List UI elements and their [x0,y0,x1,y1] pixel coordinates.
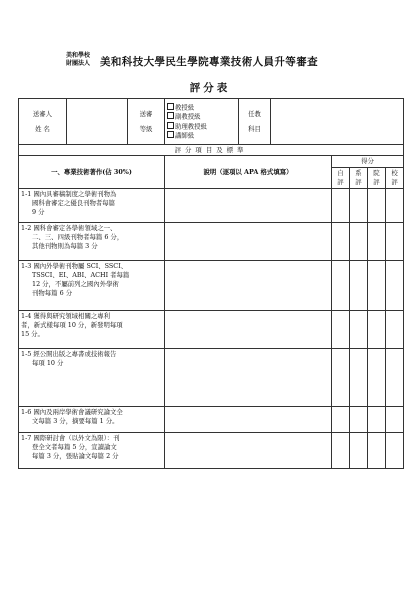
department-score-cell[interactable] [350,407,368,433]
explanation-cell[interactable] [165,223,332,261]
applicant-label-line-2: 姓 名 [35,124,50,133]
score-col-char: 評 [373,178,380,186]
score-col-char: 評 [391,178,398,186]
score-col-char: 院 [373,169,380,177]
college-score-cell[interactable] [368,223,386,261]
university-score-cell[interactable] [386,223,404,261]
department-score-cell[interactable] [350,189,368,223]
department-score-cell[interactable] [350,223,368,261]
subject-label-line-2: 科目 [248,124,261,133]
item-line: 1-2 國科會審定各學術領域之一、 [21,224,117,232]
explanation-cell[interactable] [165,189,332,223]
item-line: 1-4 獲得與研究領域相關之專利 [21,312,111,320]
applicant-name-field[interactable] [67,99,128,145]
item-line: 二、三、四級刊物者每篇 6 分， [32,233,124,241]
item-line: 刊物每篇 6 分 [32,289,73,297]
criteria-header-row [19,145,404,156]
rank-option-label: 助理教授級 [175,122,207,130]
org-line-2: 財團法人 [66,60,91,67]
table-row [19,223,404,261]
table-row [19,311,404,349]
university-score-cell[interactable] [386,311,404,349]
checkbox-icon[interactable] [167,103,174,110]
item-line: 文每篇 3 分，摘要每篇 1 分。 [32,417,119,425]
explanation-cell[interactable] [165,261,332,311]
university-score-cell[interactable] [386,433,404,469]
college-score-header [368,168,386,189]
subject-label [239,99,271,145]
rank-option-assistant-professor[interactable] [167,122,238,132]
table-row [19,349,404,407]
explanation-cell[interactable] [165,311,332,349]
item-line: 者，新式樣每項 10 分，新發明每項 [21,321,123,329]
department-score-cell[interactable] [350,311,368,349]
score-header: 得分 [332,156,404,168]
item-line: 登全文者每篇 5 分，宣讀論文 [32,443,117,451]
criteria-item-1-4 [19,311,165,349]
college-score-cell[interactable] [368,261,386,311]
item-line: 12 分，不屬前列之國內外學術 [32,280,119,288]
university-score-header [386,168,404,189]
department-score-cell[interactable] [350,433,368,469]
item-line: 1-3 國內外學術刊物屬 SCI、SSCI、 [21,262,128,270]
rank-option-label: 講師級 [175,131,195,140]
college-score-cell[interactable] [368,407,386,433]
item-line: 每項 10 分 [32,359,64,367]
subject-field[interactable] [271,99,404,145]
table-row [19,261,404,311]
checkbox-icon[interactable] [167,112,174,119]
self-score-cell[interactable] [332,311,350,349]
evaluation-form-table [18,98,404,469]
score-col-char: 校 [391,169,398,177]
self-score-cell[interactable] [332,433,350,469]
university-score-cell[interactable] [386,407,404,433]
college-score-cell[interactable] [368,311,386,349]
item-line: 每篇 3 分，張貼論文每篇 2 分 [32,452,119,460]
category-header: 一、專業技術著作(佔 30%) [19,156,165,189]
criteria-item-1-7 [19,433,165,469]
college-score-cell[interactable] [368,189,386,223]
college-score-cell[interactable] [368,433,386,469]
item-line: 1-1 國內具審稿制度之學術刊物為 [21,190,117,198]
rank-label-line-1: 送審 [139,109,153,118]
table-row [19,407,404,433]
rank-label-line-2: 等級 [139,124,153,133]
column-header-row-1 [19,156,404,168]
department-score-header [350,168,368,189]
item-line: 國科會審定之優良刊物者每篇 [32,199,116,207]
document-title: 美和科技大學民生學院專業技術人員升等審查 [100,56,318,68]
rank-option-lecturer[interactable] [167,131,238,141]
university-score-cell[interactable] [386,189,404,223]
department-score-cell[interactable] [350,349,368,407]
explanation-header: 說明（逐項以 APA 格式填寫） [165,156,332,189]
rank-option-label: 副教授級 [175,112,201,121]
rank-option-professor[interactable] [167,103,238,113]
department-score-cell[interactable] [350,261,368,311]
rank-option-associate-professor[interactable] [167,112,238,122]
document-subtitle: 評分表 [189,82,231,94]
explanation-cell[interactable] [165,407,332,433]
criteria-section-title: 評分項目及標準 [19,145,404,156]
college-score-cell[interactable] [368,349,386,407]
rank-label [128,99,165,145]
score-col-char: 系 [355,169,362,177]
org-label [66,52,90,68]
document-header [0,52,420,74]
university-score-cell[interactable] [386,261,404,311]
table-row [19,433,404,469]
score-col-char: 評 [355,178,362,186]
score-col-char: 評 [337,178,344,186]
item-line: 15 分。 [21,330,44,338]
rank-options [165,99,239,145]
explanation-cell[interactable] [165,349,332,407]
explanation-cell[interactable] [165,433,332,469]
rank-option-label: 教授級 [175,103,195,111]
criteria-item-1-5 [19,349,165,407]
self-score-cell[interactable] [332,349,350,407]
criteria-item-1-2 [19,223,165,261]
checkbox-icon[interactable] [167,122,174,129]
criteria-item-1-1 [19,189,165,223]
score-col-char: 自 [337,169,344,177]
applicant-name-label [19,99,67,145]
self-score-cell[interactable] [332,223,350,261]
item-line: 9 分 [32,208,45,216]
item-line: 1-5 經公開出版之專書或技術報告 [21,350,117,358]
self-score-header [332,168,350,189]
applicant-label-line-1: 送審人 [32,109,53,118]
item-line: 其他刊物則為每篇 3 分 [32,242,98,250]
applicant-info-row [19,99,404,145]
table-row [19,189,404,223]
criteria-item-1-3 [19,261,165,311]
item-line: 1-7 國際研討會（以外文為限）：刊 [21,434,120,442]
checkbox-icon[interactable] [167,131,174,138]
subject-label-line-1: 任教 [248,109,261,118]
org-line-1: 美和學校 [66,52,91,59]
criteria-item-1-6 [19,407,165,433]
self-score-cell[interactable] [332,407,350,433]
university-score-cell[interactable] [386,349,404,407]
self-score-cell[interactable] [332,189,350,223]
item-line: 1-6 國內及兩岸學術會議研究論文全 [21,408,123,416]
item-line: TSSCI、EI、ABI、ACHI 者每篇 [32,271,130,279]
self-score-cell[interactable] [332,261,350,311]
